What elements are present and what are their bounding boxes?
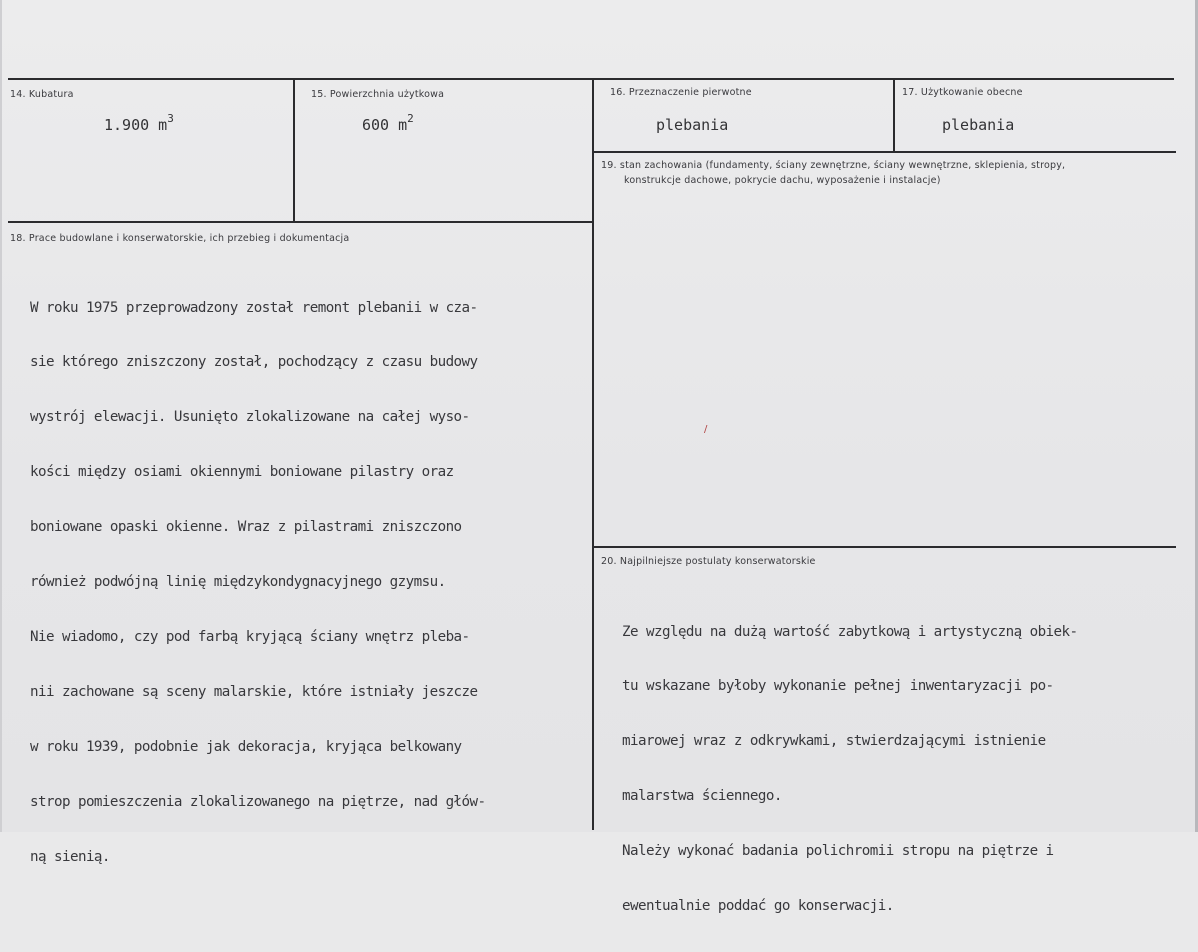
ink-mark: /	[704, 424, 708, 435]
prace-text	[30, 262, 486, 902]
card-left-edge	[0, 0, 2, 832]
postulaty-line: tu wskazane byłoby wykonanie pełnej inwentaryzacji po-	[622, 678, 1054, 695]
postulaty-line: ewentualnie poddać go konserwacji.	[622, 898, 894, 915]
kubatura-label: 14. Kubatura	[10, 89, 74, 100]
divider-16-17	[893, 79, 895, 152]
postulaty-text	[622, 586, 1078, 952]
prace-line: boniowane opaski okienne. Wraz z pilastrami zniszczono	[30, 519, 462, 536]
prace-line: w roku 1939, podobnie jak dekoracja, kryjąca belkowany	[30, 738, 462, 755]
postulaty-line: miarowej wraz z odkrywkami, stwierdzającymi istnienie	[622, 733, 1046, 750]
top-rule	[8, 78, 1174, 80]
rule-above-20	[594, 546, 1176, 548]
uzytkowanie-value: plebania	[942, 116, 1015, 134]
rule-under-14-15	[8, 221, 593, 223]
stan-label-line2: konstrukcje dachowe, pokrycie dachu, wyposażenie i instalacje)	[624, 175, 941, 186]
powierzchnia-value	[362, 114, 414, 134]
prace-line: kości między osiami okiennymi boniowane pilastry oraz	[30, 464, 454, 481]
postulaty-line: malarstwa ściennego.	[622, 788, 782, 805]
prace-line: nii zachowane są sceny malarskie, które istniały jeszcze	[30, 683, 478, 700]
prace-line: wystrój elewacji. Usunięto zlokalizowane na całej wyso-	[30, 409, 470, 426]
prace-label: 18. Prace budowlane i konserwatorskie, ich przebieg i dokumentacja	[10, 233, 350, 244]
kubatura-exponent: 3	[167, 112, 174, 125]
rule-under-16-17	[594, 151, 1176, 153]
przeznaczenie-value: plebania	[656, 116, 729, 134]
powierzchnia-exponent: 2	[407, 112, 414, 125]
postulaty-label: 20. Najpilniejsze postulaty konserwatorskie	[601, 556, 816, 567]
prace-line: ną sienią.	[30, 848, 110, 865]
prace-line: W roku 1975 przeprowadzony został remont plebanii w cza-	[30, 299, 478, 316]
powierzchnia-label: 15. Powierzchnia użytkowa	[311, 89, 445, 100]
kubatura-value	[104, 114, 174, 134]
powierzchnia-number: 600 m	[362, 116, 408, 134]
przeznaczenie-label: 16. Przeznaczenie pierwotne	[610, 87, 752, 98]
uzytkowanie-label: 17. Użytkowanie obecne	[902, 87, 1023, 98]
prace-line: również podwójną linię międzykondygnacyjnego gzymsu.	[30, 574, 446, 591]
divider-14-15	[293, 79, 295, 222]
prace-line: Nie wiadomo, czy pod farbą kryjącą ściany wnętrz pleba-	[30, 628, 470, 645]
postulaty-line: Ze względu na dużą wartość zabytkową i artystyczną obiek-	[622, 623, 1078, 640]
postulaty-line: Należy wykonać badania polichromii stropu na piętrze i	[622, 843, 1054, 860]
prace-line: sie którego zniszczony został, pochodzący z czasu budowy	[30, 354, 478, 371]
main-divider	[592, 79, 594, 830]
kubatura-number: 1.900 m	[104, 116, 168, 134]
stan-label-line1: 19. stan zachowania (fundamenty, ściany zewnętrzne, ściany wewnętrzne, sklepienia, stropy,	[601, 160, 1066, 171]
prace-line: strop pomieszczenia zlokalizowanego na piętrze, nad głów-	[30, 793, 486, 810]
